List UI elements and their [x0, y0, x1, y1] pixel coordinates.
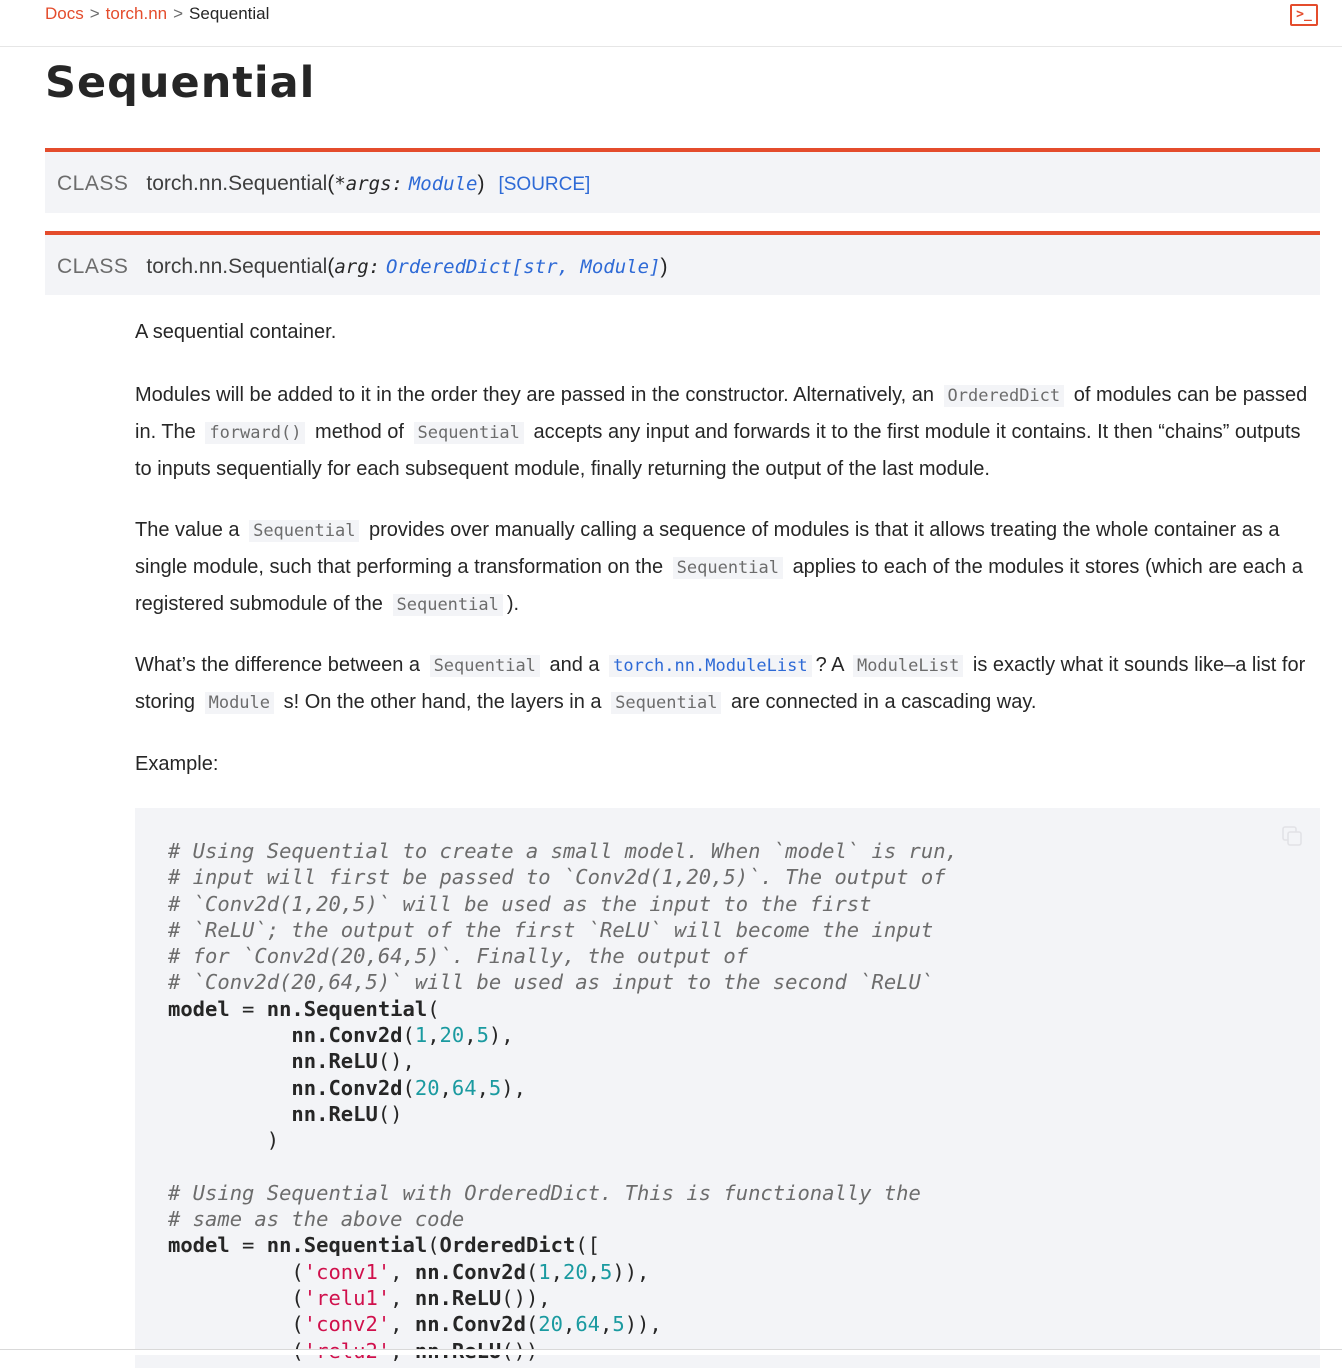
- text-run: of modules can be passed in. The: [135, 384, 1308, 443]
- open-paren: (: [327, 172, 335, 195]
- inline-code: Module: [205, 692, 274, 714]
- source-link[interactable]: [SOURCE]: [498, 174, 591, 195]
- code-string: 'conv1': [303, 1259, 391, 1284]
- breadcrumb-current: Sequential: [189, 4, 270, 23]
- inline-code: Sequential: [393, 594, 503, 616]
- terminal-icon[interactable]: >_: [1290, 4, 1318, 26]
- breadcrumb-separator: >: [173, 4, 184, 23]
- inline-code: forward(): [205, 422, 305, 444]
- text-run: s! On the other hand, the layers in a: [283, 691, 602, 713]
- copy-icon[interactable]: [1280, 824, 1304, 848]
- text-run: accepts any input and forwards it to the first module it contains. It then “chains” outputs to inputs sequentially for each subsequent module, finally returning the output of the last module.: [135, 421, 1301, 480]
- code-string: 'relu1': [303, 1286, 391, 1311]
- open-paren: (: [327, 255, 335, 278]
- class-name: torch.nn.Sequential: [146, 172, 328, 195]
- inline-code: Sequential: [430, 655, 540, 677]
- text-run: applies to each of the modules it stores (which are each a registered submodule of the: [135, 556, 1303, 615]
- code-comment: # for `Conv2d(20,64,5)`. Finally, the output of: [168, 944, 749, 969]
- code-comment: # `Conv2d(20,64,5)` will be used as input to the second `ReLU`: [168, 970, 934, 995]
- paragraph-text: [135, 647, 1320, 721]
- description-paragraph-1: [135, 314, 1320, 350]
- page-title: Sequential: [45, 58, 316, 108]
- bottom-divider: [0, 1349, 1342, 1355]
- inline-code: OrderedDict: [944, 385, 1065, 407]
- breadcrumb-torchnn-link[interactable]: torch.nn: [105, 4, 168, 23]
- text-run: The value a: [135, 519, 240, 541]
- modulelist-link[interactable]: torch.nn.ModuleList: [609, 655, 811, 677]
- text-run: and a: [549, 654, 600, 676]
- text-run: What’s the difference between a: [135, 654, 420, 676]
- paragraph-text: [135, 377, 1320, 487]
- code-string: 'conv2': [303, 1312, 391, 1337]
- close-paren: ): [660, 255, 668, 278]
- close-paren: ): [477, 172, 485, 195]
- class-signature-overload: [45, 231, 1320, 295]
- class-name: torch.nn.Sequential: [146, 255, 328, 278]
- top-bar: [0, 0, 1342, 47]
- class-keyword: CLASS: [57, 255, 129, 278]
- breadcrumb-separator: >: [89, 4, 100, 23]
- paragraph-text: A sequential container.: [135, 321, 337, 343]
- code-comment: # input will first be passed to `Conv2d(1,20,5)`. The output of: [168, 865, 946, 890]
- paragraph-text: [135, 512, 1320, 623]
- inline-code: Sequential: [611, 692, 721, 714]
- arg-name: *args:: [334, 173, 403, 195]
- code-comment: # Using Sequential with OrderedDict. This is functionally the: [168, 1180, 921, 1205]
- text-run: are connected in a cascading way.: [731, 691, 1037, 713]
- text-run: Modules will be added to it in the order they are passed in the constructor. Alternatively, an: [135, 384, 934, 406]
- inline-code: Sequential: [249, 520, 359, 542]
- text-run: method of: [315, 421, 404, 443]
- example-label: Example:: [135, 753, 219, 775]
- text-run: provides over manually calling a sequence of modules is that it allows treating the whole container as a single module, such that performing a transformation on the: [135, 519, 1280, 578]
- text-run: ? A: [815, 654, 844, 676]
- code-example: [135, 808, 1320, 1368]
- description-paragraph-4: [135, 647, 1320, 721]
- arg-name: arg:: [334, 256, 381, 278]
- code-comment: # `ReLU`; the output of the first `ReLU` will become the input: [168, 917, 934, 942]
- arg-type-link[interactable]: OrderedDict[str, Module]: [385, 256, 661, 278]
- code-comment: # Using Sequential to create a small model. When `model` is run,: [168, 839, 958, 863]
- code-comment: # `Conv2d(1,20,5)` will be used as the input to the first: [168, 891, 872, 916]
- class-keyword: CLASS: [57, 172, 129, 195]
- text-run: is exactly what it sounds like–a list for storing: [135, 654, 1306, 713]
- inline-code: ModuleList: [853, 655, 963, 677]
- arg-type-link[interactable]: Module: [408, 173, 478, 195]
- example-label-block: [135, 746, 1320, 782]
- description-paragraph-3: [135, 512, 1320, 623]
- code-comment: # same as the above code: [168, 1207, 465, 1232]
- description-paragraph-2: [135, 377, 1320, 487]
- class-signature: [45, 148, 1320, 213]
- code-text: # Using Sequential to create a small model. When `model` is run, # input will first be passed to `Conv2d(1,20,5)`. The output of # `Conv2d(1,20,5)` will be used as the input to the first # `ReLU`; the output of the first `ReLU` will become the input # for `Conv2d(20,64,5)`. Finally, the output of # `Conv2d(20,64,5)` will be used as input to the second `ReLU` model = nn.Sequential( nn.Conv2d(1,20,5), nn.ReLU(), nn.Conv2d(20,64,5), nn.ReLU() ) # Using Sequential with OrderedDict. This is functionally the # same as the above code model = nn.Sequential(OrderedDict([ ('conv1', nn.Conv2d(1,20,5)), ('relu1', nn.ReLU()), ('conv2', nn.Conv2d(20,64,5)),: [168, 838, 958, 1364]
- text-run: ).: [506, 593, 520, 615]
- breadcrumb: [45, 4, 269, 24]
- inline-code: Sequential: [414, 422, 524, 444]
- breadcrumb-docs-link[interactable]: Docs: [45, 4, 84, 23]
- inline-code: Sequential: [673, 557, 783, 579]
